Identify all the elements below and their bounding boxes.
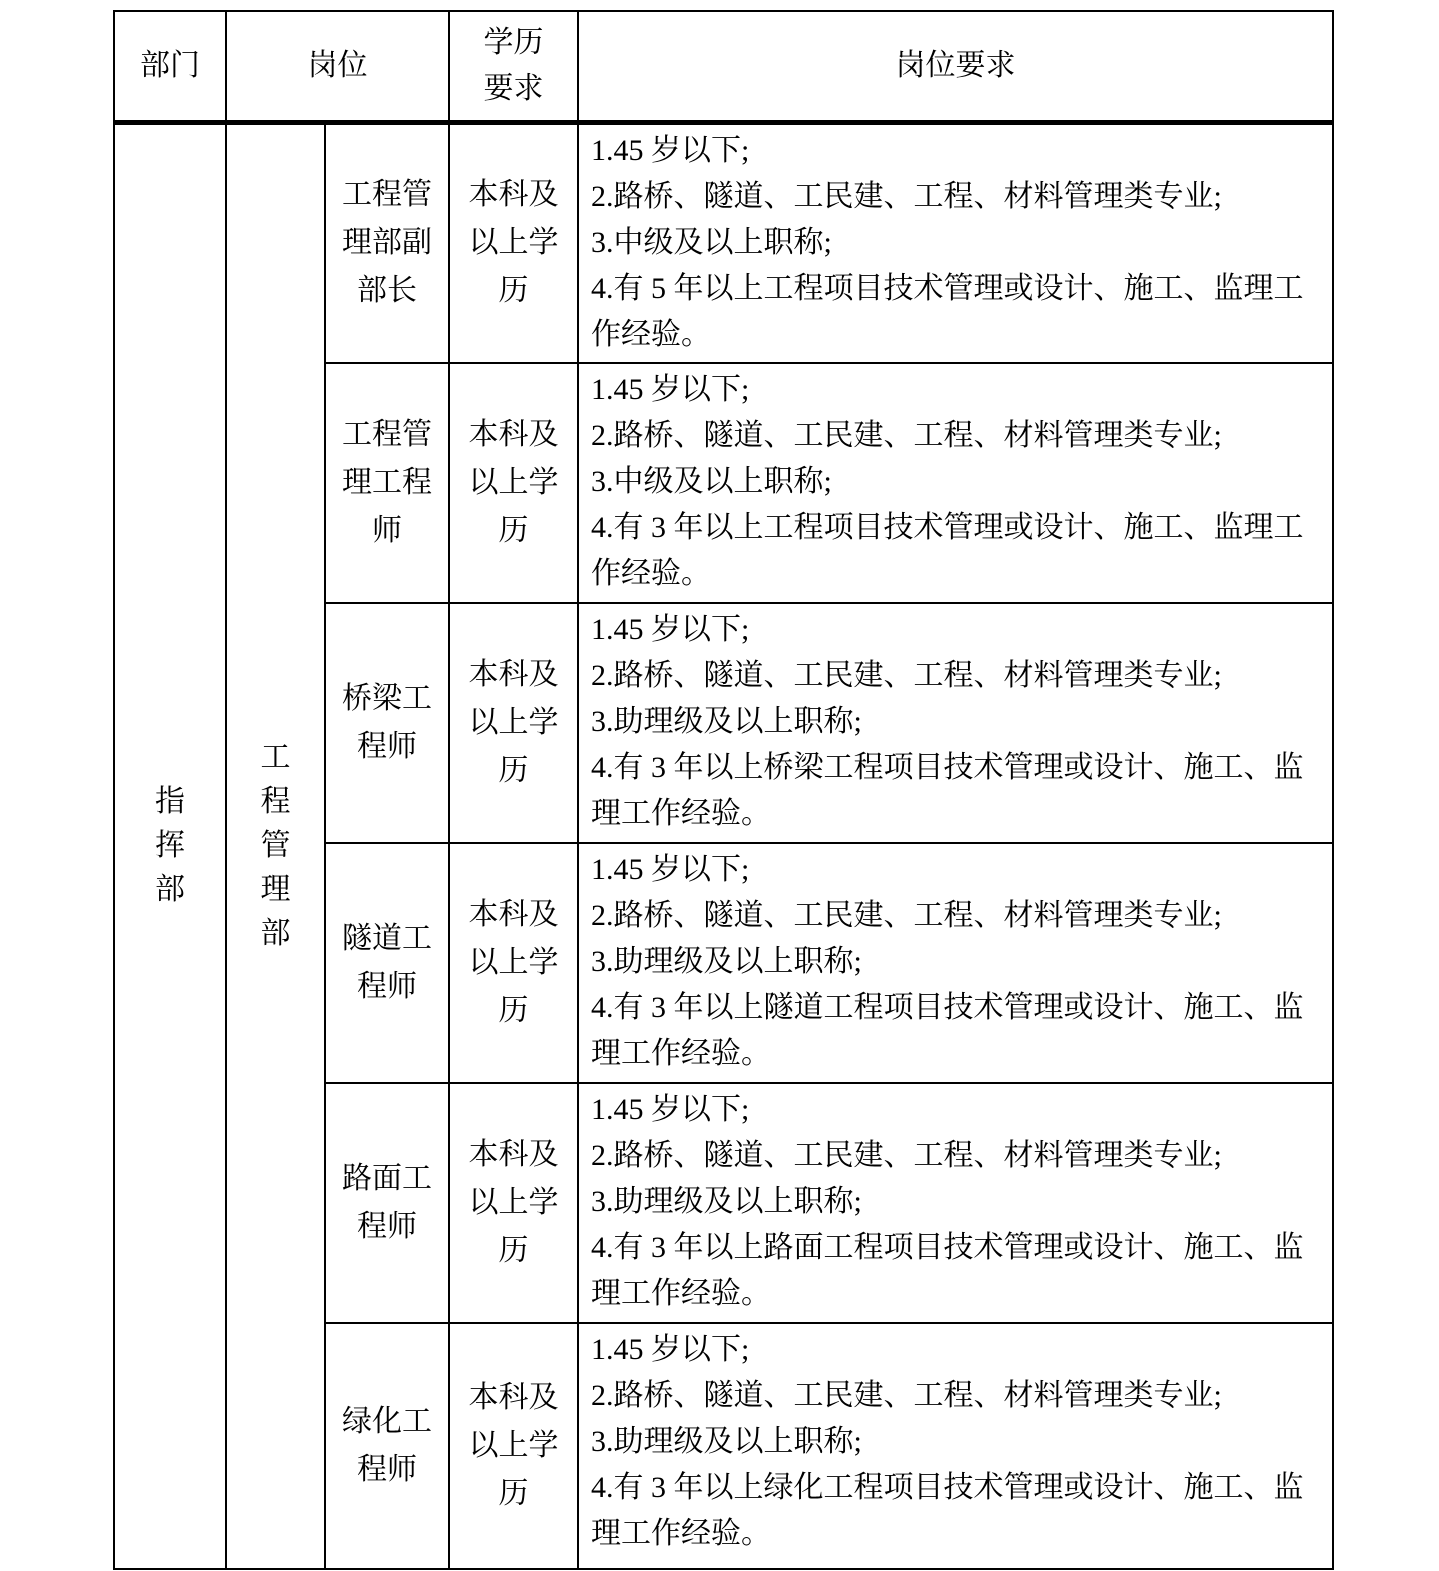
requirements-cell [578,363,1333,603]
sub-department-cell [226,123,325,1569]
header-requirements [578,11,1333,123]
education-cell [449,123,578,363]
position-cell [325,123,449,363]
position-label: 隧道工程师 [342,921,432,1003]
header-requirements-label: 岗位要求 [895,49,1016,82]
position-cell [325,363,449,603]
requirement-line: 4.有 5 年以上工程项目技术管理或设计、施工、监理工作经验。 [591,272,1304,351]
education-label: 本科及以上学历 [468,178,559,308]
sub-department-label: 工程管理部 [260,741,291,951]
education-label: 本科及以上学历 [468,897,559,1027]
position-label: 绿化工程师 [342,1404,432,1486]
header-education [449,11,578,123]
requirements-cell [578,123,1333,363]
requirement-line: 4.有 3 年以上隧道工程项目技术管理或设计、施工、监理工作经验。 [591,990,1304,1070]
requirement-line: 1.45 岁以下; [591,372,750,406]
education-cell [449,603,578,843]
education-label: 本科及以上学历 [468,657,559,787]
education-cell [449,1083,578,1323]
position-cell [325,603,449,843]
requirement-line: 3.助理级及以上职称; [591,1424,862,1458]
requirement-line: 3.助理级及以上职称; [591,704,862,738]
requirement-line: 4.有 3 年以上桥梁工程项目技术管理或设计、施工、监理工作经验。 [591,750,1304,830]
header-department-label: 部门 [140,49,200,82]
requirement-line: 1.45 岁以下; [591,134,750,167]
requirement-line: 3.中级及以上职称; [591,226,832,259]
table-row [114,123,1333,363]
requirement-line: 4.有 3 年以上工程项目技术管理或设计、施工、监理工作经验。 [591,510,1304,590]
requirement-line: 2.路桥、隧道、工民建、工程、材料管理类专业; [591,1378,1222,1412]
education-cell [449,1323,578,1569]
header-position [226,11,449,123]
table-header-row [114,11,1333,123]
requirement-line: 4.有 3 年以上路面工程项目技术管理或设计、施工、监理工作经验。 [591,1230,1304,1310]
education-label: 本科及以上学历 [468,417,559,547]
header-education-label: 学历要求 [483,26,544,105]
department-label: 指挥部 [154,785,185,907]
education-label: 本科及以上学历 [468,1137,559,1267]
position-cell [325,1323,449,1569]
position-label: 工程管理工程师 [342,417,432,547]
requirement-line: 1.45 岁以下; [591,852,750,886]
position-label: 桥梁工程师 [342,681,432,763]
requirement-line: 2.路桥、隧道、工民建、工程、材料管理类专业; [591,180,1222,213]
requirement-line: 3.助理级及以上职称; [591,944,862,978]
requirement-line: 2.路桥、隧道、工民建、工程、材料管理类专业; [591,418,1222,452]
requirement-line: 1.45 岁以下; [591,1332,750,1366]
header-department [114,11,226,123]
education-label: 本科及以上学历 [468,1380,559,1510]
department-cell [114,123,226,1569]
requirement-line: 3.中级及以上职称; [591,464,832,498]
requirement-line: 2.路桥、隧道、工民建、工程、材料管理类专业; [591,658,1222,692]
header-position-label: 岗位 [307,49,368,82]
recruitment-table [113,10,1334,1570]
requirements-cell [578,1323,1333,1569]
requirement-line: 2.路桥、隧道、工民建、工程、材料管理类专业; [591,898,1222,932]
requirements-cell [578,603,1333,843]
position-label: 路面工程师 [342,1161,432,1243]
requirement-line: 2.路桥、隧道、工民建、工程、材料管理类专业; [591,1138,1222,1172]
education-cell [449,363,578,603]
position-cell [325,1083,449,1323]
requirement-line: 1.45 岁以下; [591,612,750,646]
requirement-line: 1.45 岁以下; [591,1092,750,1126]
requirement-line: 4.有 3 年以上绿化工程项目技术管理或设计、施工、监理工作经验。 [591,1470,1304,1550]
requirement-line: 3.助理级及以上职称; [591,1184,862,1218]
requirements-cell [578,1083,1333,1323]
position-label: 工程管理部副部长 [342,178,432,308]
position-cell [325,843,449,1083]
requirements-cell [578,843,1333,1083]
education-cell [449,843,578,1083]
